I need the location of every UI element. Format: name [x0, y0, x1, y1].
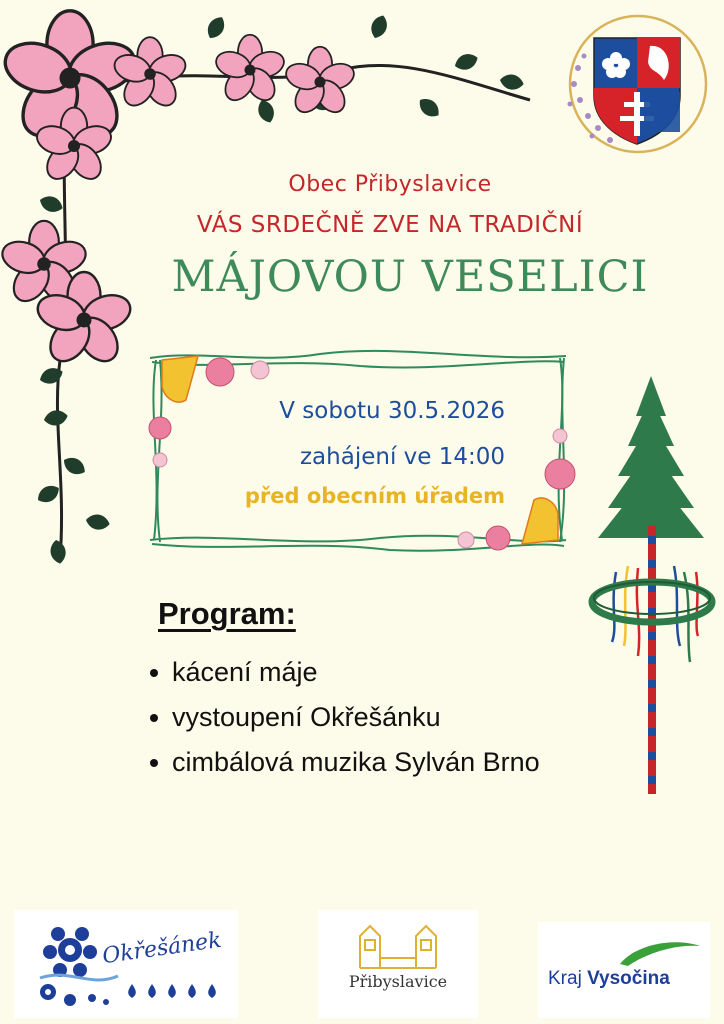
kraj-vysocina-wordmark: [548, 968, 670, 990]
program-item-label: cimbálová muzika Sylván Brno: [172, 747, 540, 777]
okresanek-wordmark: Okřešánek: [100, 927, 224, 970]
maypole-illustration: [588, 376, 718, 796]
drops-decoration: [124, 980, 234, 1004]
event-title: MÁJOVOU VESELICI: [171, 252, 649, 302]
houses-icon: [356, 920, 440, 970]
program-item-label: vystoupení Okřešánku: [172, 702, 441, 732]
kraj-prefix: Kraj: [548, 968, 582, 989]
bullet-icon: [150, 759, 158, 767]
program-item-label: kácení máje: [172, 657, 318, 687]
event-date: V sobotu 30.5.2026: [279, 398, 505, 424]
kraj-name: Vysočina: [587, 968, 670, 989]
organizer-name: Obec Přibyslavice: [288, 172, 492, 197]
program-item: [150, 695, 540, 740]
bullet-icon: [150, 669, 158, 677]
pribyslavice-wordmark: Přibyslavice: [348, 972, 448, 991]
event-start-time: zahájení ve 14:00: [299, 444, 505, 470]
program-item: [150, 650, 540, 695]
bullet-icon: [150, 714, 158, 722]
program-item: [150, 740, 540, 785]
coat-of-arms-emblem: [560, 8, 710, 158]
swoosh-icon: [618, 938, 702, 968]
kraj-vysocina-logo: [538, 922, 710, 1018]
program-list: [150, 650, 540, 785]
okresanek-logo: [14, 910, 238, 1018]
pribyslavice-logo: [318, 910, 478, 1018]
program-heading: Program:: [158, 596, 296, 631]
event-place: před obecním úřadem: [244, 484, 505, 508]
invitation-line: VÁS SRDEČNĚ ZVE NA TRADIČNÍ: [196, 212, 584, 238]
